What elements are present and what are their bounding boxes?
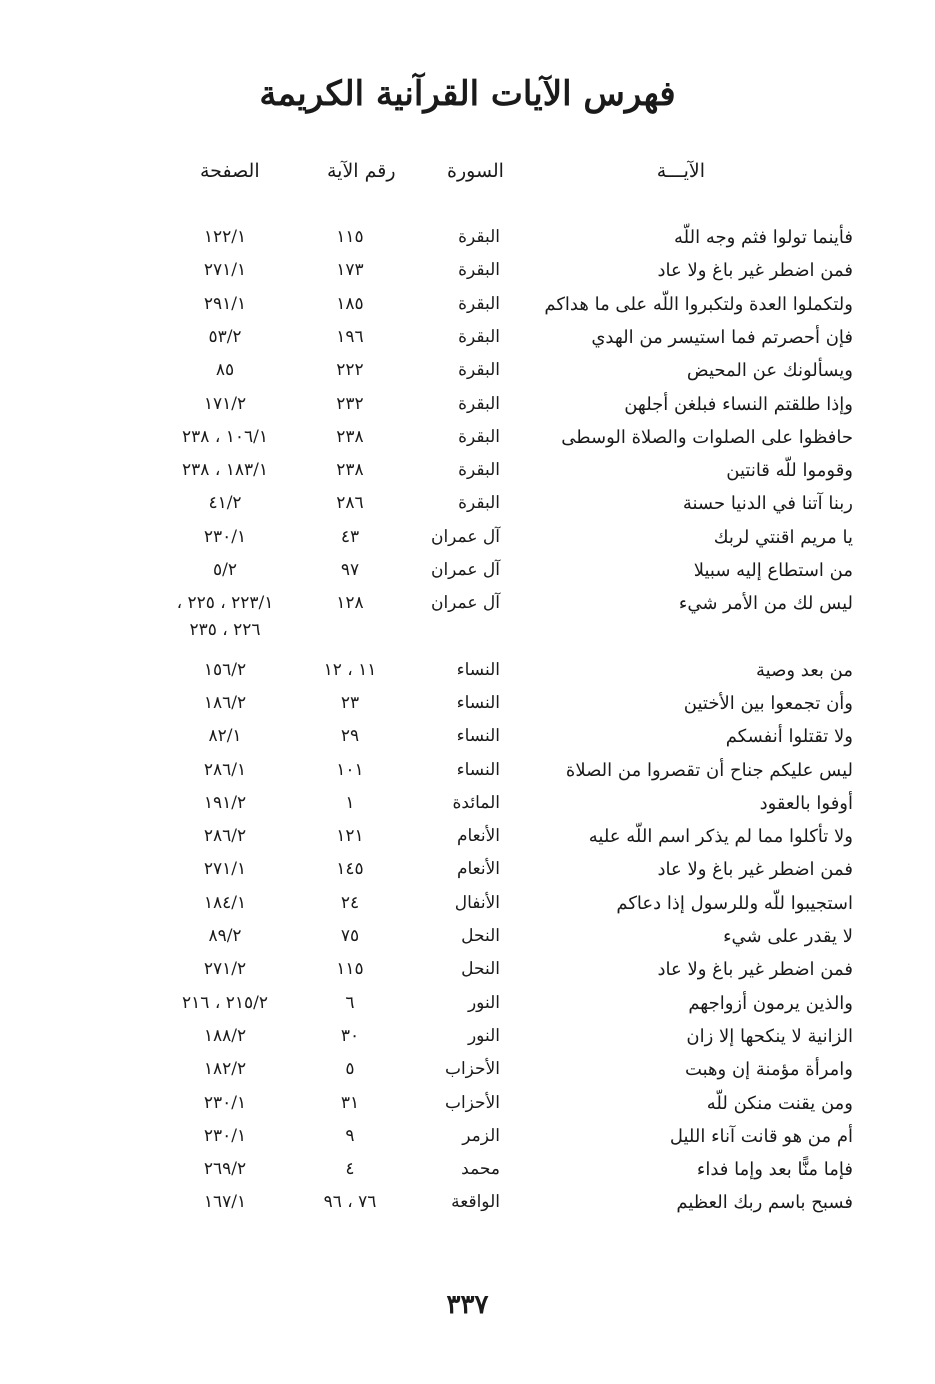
surah-name: البقرة <box>458 426 500 447</box>
verse-number: ٣٠ <box>340 1025 360 1046</box>
table-row <box>0 388 935 421</box>
verse-number: ١١ ، ١٢ <box>323 659 377 680</box>
surah-name: البقرة <box>458 227 500 247</box>
page-ref: ٢٨٦/١ <box>203 759 247 780</box>
table-row <box>0 820 935 853</box>
surah-name: الواقعة <box>451 1192 500 1213</box>
verse-text: ربنا آتنا في الدنيا حسنة <box>682 493 853 515</box>
surah-name: النور <box>467 1025 500 1046</box>
table-row <box>0 887 935 920</box>
verse-text: ولتكملوا العدة ولتكبروا اللّه على ما هداكم <box>544 293 853 315</box>
table-row <box>0 853 935 886</box>
verse-text: حافظوا على الصلوات والصلاة الوسطى <box>561 426 853 448</box>
page-ref: ٢٧١/١ <box>203 859 247 880</box>
page-ref: ٢٦٩/٢ <box>203 1159 247 1180</box>
verse-number: ١١٥ <box>336 227 364 247</box>
verse-number: ٥ <box>345 1059 355 1080</box>
verse-text: ومن يقنت منكن للّه <box>706 1092 853 1114</box>
verse-text: من استطاع إليه سبيلا <box>693 560 853 581</box>
verse-number: ١٩٦ <box>336 326 364 347</box>
verse-text: فمن اضطر غير باغ ولا عاد <box>657 959 853 981</box>
page-ref: ٢٧١/١ <box>203 260 247 281</box>
surah-name: النحل <box>461 926 500 946</box>
surah-name: البقرة <box>458 360 500 381</box>
verse-text: الزانية لا ينكحها إلا زان <box>686 1025 853 1047</box>
page-ref: ٢٩١/١ <box>203 293 247 314</box>
page-ref: ٢٣٠/١ <box>203 1092 247 1113</box>
page-ref: ٢٨٦/٢ <box>203 826 247 847</box>
verse-number: ٤٣ <box>340 526 360 547</box>
verse-text: وأن تجمعوا بين الأختين <box>683 692 853 714</box>
verse-number: ٢٣ <box>340 692 360 713</box>
page-ref-continuation: ٢٢٦ ، ٢٣٥ <box>189 620 261 640</box>
verse-number: ٢٣٨ <box>336 426 364 447</box>
table-row <box>0 321 935 354</box>
verse-text: ويسألونك عن المحيض <box>686 360 853 382</box>
page-ref: ١٥٦/٢ <box>203 659 247 680</box>
surah-name: البقرة <box>458 393 500 414</box>
surah-name: البقرة <box>458 293 500 314</box>
page-ref: ٨٢/١ <box>208 726 242 747</box>
page-ref: ٢٣٠/١ <box>203 526 247 547</box>
surah-name: النساء <box>456 726 500 747</box>
verse-number: ٢٩ <box>340 726 360 747</box>
table-row <box>0 654 935 687</box>
table-row <box>0 1087 935 1120</box>
table-row <box>0 987 935 1020</box>
surah-name: النساء <box>456 659 500 680</box>
page-ref: ١٧١/٢ <box>203 393 247 414</box>
surah-name: المائدة <box>452 792 500 813</box>
verse-text: فإن أحصرتم فما استيسر من الهدي <box>591 326 853 348</box>
surah-name: البقرة <box>458 260 500 281</box>
verse-number: ٢٤ <box>340 892 360 913</box>
page-ref: ١٠٦/١ ، ٢٣٨ <box>182 426 268 447</box>
verse-number: ٢٢٢ <box>336 360 364 381</box>
page-ref: ٥/٢ <box>213 560 237 580</box>
page-ref: ٨٩/٢ <box>208 926 242 946</box>
page-ref: ١٩١/٢ <box>203 792 247 813</box>
table-row <box>0 487 935 520</box>
verse-number: ١٢١ <box>336 826 364 847</box>
table-row <box>0 787 935 820</box>
surah-name: آل عمران <box>430 593 500 614</box>
verse-number: ١١٥ <box>336 959 364 980</box>
verse-text: وامرأة مؤمنة إن وهبت <box>684 1059 853 1081</box>
verse-text: ليس لك من الأمر شيء <box>678 593 853 615</box>
verse-number: ١٠١ <box>336 759 364 780</box>
table-row <box>0 1120 935 1153</box>
table-row <box>0 687 935 720</box>
table-row <box>0 254 935 287</box>
verse-number: ٧٦ ، ٩٦ <box>323 1192 377 1213</box>
page-ref: ٢٢٣/١ ، ٢٢٥ ، <box>176 593 274 614</box>
table-row <box>0 920 935 953</box>
verse-text: فمن اضطر غير باغ ولا عاد <box>657 260 853 282</box>
page-ref: ١٨٨/٢ <box>203 1025 247 1046</box>
page-ref: ١٦٧/١ <box>203 1192 247 1213</box>
verse-number: ٣١ <box>340 1092 360 1113</box>
table-row <box>0 354 935 387</box>
table-row <box>0 587 935 620</box>
verse-number: ٢٣٢ <box>336 393 364 414</box>
verse-text: أم من هو قانت آناء الليل <box>669 1125 853 1147</box>
verse-text: لا يقدر على شيء <box>723 926 853 947</box>
surah-name: النساء <box>456 692 500 713</box>
page-ref: ١٨٢/٢ <box>203 1059 247 1080</box>
verse-number: ١ <box>345 792 355 813</box>
verse-number: ٢٨٦ <box>336 493 364 514</box>
table-row <box>0 521 935 554</box>
verse-text: يا مريم اقنتي لربك <box>713 526 853 548</box>
verse-text: فمن اضطر غير باغ ولا عاد <box>657 859 853 881</box>
page-ref: ٨٥ <box>215 360 235 381</box>
verse-text: فإما منًّا بعد وإما فداء <box>696 1159 853 1181</box>
verse-number: ٩ <box>345 1125 355 1146</box>
surah-name: الأحزاب <box>444 1059 500 1080</box>
header-page: الصفحة <box>200 160 260 182</box>
verse-number: ٩٧ <box>340 560 360 580</box>
table-row <box>0 1020 935 1053</box>
header-verse: الآيـــة <box>656 160 705 182</box>
page-ref: ١٢٢/١ <box>203 227 247 247</box>
page-title: فهرس الآيات القرآنية الكريمة <box>259 74 676 114</box>
surah-name: محمد <box>461 1159 500 1180</box>
surah-name: البقرة <box>458 460 500 481</box>
table-row <box>0 720 935 753</box>
surah-name: البقرة <box>458 493 500 514</box>
verse-number: ١٢٨ <box>336 593 364 614</box>
surah-name: النساء <box>456 759 500 780</box>
header-number: رقم الآية <box>327 160 396 182</box>
verse-number: ١٤٥ <box>336 859 364 880</box>
verse-text: ولا تقتلوا أنفسكم <box>725 726 853 748</box>
table-row <box>0 953 935 986</box>
table-row <box>0 454 935 487</box>
verse-text: من بعد وصية <box>756 659 853 681</box>
verse-text: ولا تأكلوا مما لم يذكر اسم اللّه عليه <box>588 826 853 848</box>
table-row <box>0 288 935 321</box>
verse-number: ٤ <box>345 1159 355 1180</box>
table-row <box>0 554 935 587</box>
verse-number: ٦ <box>345 992 355 1013</box>
surah-name: النحل <box>461 959 500 980</box>
surah-name: الأنفال <box>454 892 500 913</box>
page-ref: ١٨٦/٢ <box>203 692 247 713</box>
page-ref: ٤١/٢ <box>208 493 242 514</box>
table-row <box>0 1186 935 1219</box>
table-row <box>0 754 935 787</box>
surah-name: الأحزاب <box>444 1092 500 1113</box>
surah-name: البقرة <box>458 326 500 347</box>
table-row <box>0 221 935 254</box>
header-surah: السورة <box>447 160 504 182</box>
page-number: ٣٣٧ <box>446 1290 489 1320</box>
page-ref: ٢٣٠/١ <box>203 1125 247 1146</box>
table-row <box>0 1053 935 1086</box>
page-ref: ٢٧١/٢ <box>203 959 247 980</box>
surah-name: آل عمران <box>430 560 500 580</box>
verse-text: ليس عليكم جناح أن تقصروا من الصلاة <box>565 759 853 781</box>
page-ref: ٢١٥/٢ ، ٢١٦ <box>182 992 268 1013</box>
verse-text: استجيبوا للّه وللرسول إذا دعاكم <box>616 892 853 914</box>
surah-name: الزمر <box>462 1125 500 1146</box>
surah-name: النور <box>467 992 500 1013</box>
verse-text: أوفوا بالعقود <box>759 792 853 814</box>
page-ref: ١٨٤/١ <box>203 892 247 913</box>
page-ref: ٥٣/٢ <box>208 326 242 347</box>
verse-text: وإذا طلقتم النساء فبلغن أجلهن <box>624 393 853 415</box>
surah-name: الأنعام <box>456 859 500 880</box>
table-row <box>0 421 935 454</box>
verse-number: ٧٥ <box>340 926 360 946</box>
verse-number: ١٨٥ <box>336 293 364 314</box>
verse-number: ٢٣٨ <box>336 460 364 481</box>
surah-name: الأنعام <box>456 826 500 847</box>
verse-text: فأينما تولوا فثم وجه اللّه <box>674 227 853 248</box>
verse-number: ١٧٣ <box>336 260 364 281</box>
verse-text: فسبح باسم ربك العظيم <box>676 1192 853 1214</box>
surah-name: آل عمران <box>430 526 500 547</box>
table-row <box>0 1153 935 1186</box>
verse-text: وقوموا للّه قانتين <box>726 460 853 482</box>
verse-text: والذين يرمون أزواجهم <box>688 992 853 1014</box>
page-ref: ١٨٣/١ ، ٢٣٨ <box>182 460 268 481</box>
